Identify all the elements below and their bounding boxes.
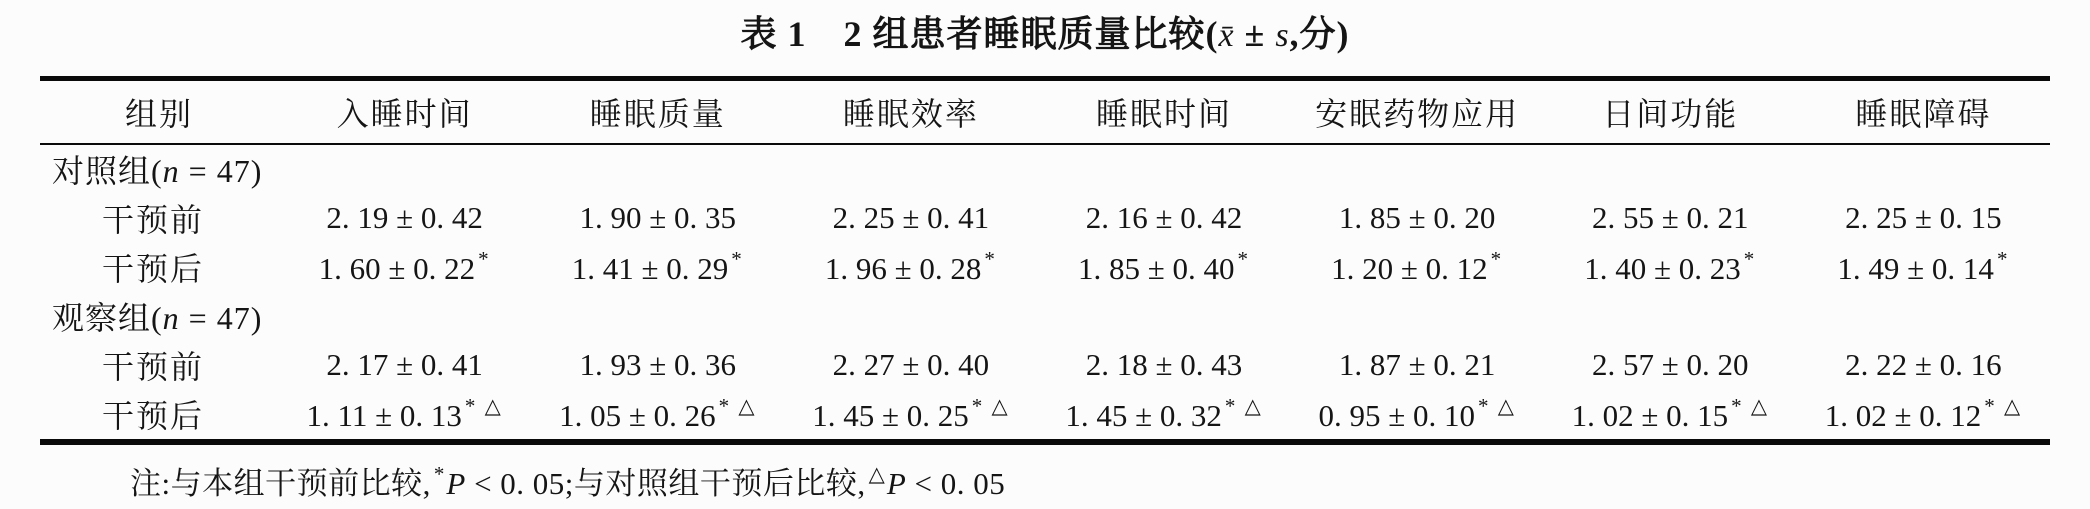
mean-sd-value: 1. 90 ± 0. 35 [579, 200, 737, 235]
value-cell [1037, 341, 1290, 390]
phase-label: 干预后 [102, 398, 205, 434]
mean-sd-value: 1. 60 ± 0. 22 [318, 251, 476, 286]
value-cell [278, 243, 531, 292]
value-cell [1544, 194, 1797, 243]
mean-sd-value: 1. 85 ± 0. 20 [1338, 200, 1496, 235]
value-cell [1291, 243, 1544, 292]
column-header-sleep-duration: 睡眠时间 [1037, 79, 1290, 144]
mean-sd-value: 1. 05 ± 0. 26 [559, 398, 716, 433]
mean-sd-value: 2. 25 ± 0. 15 [1845, 200, 2002, 235]
significance-marker: * △ [1984, 394, 2023, 418]
mean-sd-value: 1. 20 ± 0. 12 [1331, 251, 1488, 286]
value-cell [1037, 194, 1290, 243]
column-header-sleep-disturbance: 睡眠障碍 [1797, 79, 2050, 144]
mean-sd-value: 2. 25 ± 0. 41 [832, 200, 990, 235]
value-cell [784, 243, 1037, 292]
data-row [40, 390, 2050, 442]
significance-marker: * △ [718, 394, 757, 418]
mean-sd-value: 1. 49 ± 0. 14 [1837, 251, 1994, 286]
mean-sd-value: 1. 40 ± 0. 23 [1584, 251, 1741, 286]
value-cell [784, 341, 1037, 390]
value-cell [1544, 243, 1797, 292]
p-value-symbol-1: P [446, 466, 466, 501]
value-cell [1797, 390, 2050, 442]
group-label: 观察组(n = 47) [52, 300, 263, 336]
mean-sd-value: 1. 45 ± 0. 32 [1065, 398, 1222, 433]
column-header-sleep-efficiency: 睡眠效率 [784, 79, 1037, 144]
sleep-quality-table [40, 76, 2050, 445]
triangle-marker: △ [868, 462, 887, 486]
p-value-threshold-1: < 0. 05; [465, 466, 574, 501]
mean-sd-value: 2. 17 ± 0. 41 [326, 347, 483, 382]
phase-label: 干预前 [102, 202, 205, 238]
value-cell [1037, 390, 1290, 442]
significance-marker: * [478, 247, 491, 271]
value-cell [531, 390, 784, 442]
table-title-unit: ,分) [1289, 14, 1350, 54]
significance-marker: * △ [464, 394, 503, 418]
value-cell [531, 194, 784, 243]
sample-size-symbol: n [162, 300, 180, 336]
mean-sd-value: 1. 41 ± 0. 29 [571, 251, 729, 286]
value-cell [1037, 243, 1290, 292]
mean-sd-value: 1. 02 ± 0. 12 [1824, 398, 1982, 433]
column-header-daytime-function: 日间功能 [1544, 79, 1797, 144]
mean-sd-value: 1. 11 ± 0. 13 [306, 398, 462, 433]
significance-marker: * [984, 247, 997, 271]
column-header-hypnotic-use: 安眠药物应用 [1291, 79, 1544, 144]
value-cell [784, 194, 1037, 243]
value-cell [1797, 243, 2050, 292]
data-row [40, 341, 2050, 390]
value-cell [1291, 390, 1544, 442]
column-header-group: 组别 [40, 79, 278, 144]
mean-sd-value: 1. 96 ± 0. 28 [824, 251, 982, 286]
value-cell [278, 194, 531, 243]
mean-sd-value: 2. 55 ± 0. 21 [1592, 200, 1749, 235]
significance-marker: * △ [1224, 394, 1263, 418]
mean-sd-value: 2. 27 ± 0. 40 [832, 347, 990, 382]
value-cell [1291, 194, 1544, 243]
significance-marker: * [731, 247, 744, 271]
mean-sd-value: 2. 16 ± 0. 42 [1085, 200, 1243, 235]
data-row [40, 194, 2050, 243]
p-value-symbol-2: P [886, 466, 907, 501]
xbar-symbol: x̄ [1218, 17, 1235, 54]
value-cell [278, 390, 531, 442]
significance-marker: * [1490, 247, 1504, 271]
value-cell [1544, 390, 1797, 442]
phase-label: 干预前 [102, 349, 205, 385]
group-row [40, 144, 2050, 194]
phase-label: 干预后 [102, 251, 205, 287]
mean-sd-value: 1. 02 ± 0. 15 [1571, 398, 1729, 433]
mean-sd-value: 1. 87 ± 0. 21 [1338, 347, 1496, 382]
mean-sd-value: 2. 18 ± 0. 43 [1085, 347, 1243, 382]
table-title [0, 6, 2090, 57]
table-footnote [130, 458, 1005, 503]
header-row [40, 79, 2050, 144]
value-cell [1797, 194, 2050, 243]
significance-marker: * △ [1477, 394, 1516, 418]
value-cell [531, 341, 784, 390]
mean-sd-value: 0. 95 ± 0. 10 [1318, 398, 1475, 433]
group-row [40, 292, 2050, 341]
mean-sd-value: 1. 45 ± 0. 25 [812, 398, 969, 433]
footnote-text-2: 与对照组干预后比较, [573, 466, 866, 501]
mean-sd-value: 2. 19 ± 0. 42 [326, 200, 483, 235]
column-header-sleep-quality: 睡眠质量 [531, 79, 784, 144]
group-label: 对照组(n = 47) [52, 153, 263, 189]
sd-symbol: s [1275, 17, 1290, 54]
mean-sd-value: 1. 85 ± 0. 40 [1078, 251, 1235, 286]
column-header-sleep-latency: 入睡时间 [278, 79, 531, 144]
footnote-text-1: 注:与本组干预前比较, [130, 466, 431, 501]
mean-sd-value: 1. 93 ± 0. 36 [579, 347, 737, 382]
value-cell [1797, 341, 2050, 390]
value-cell [784, 390, 1037, 442]
mean-sd-value: 2. 57 ± 0. 20 [1592, 347, 1749, 382]
p-value-threshold-2: < 0. 05 [906, 466, 1006, 501]
plus-minus-symbol: ± [1234, 14, 1276, 54]
asterisk-marker: * [433, 462, 447, 486]
significance-marker: * [1237, 247, 1251, 271]
mean-sd-value: 2. 22 ± 0. 16 [1845, 347, 2002, 382]
value-cell [278, 341, 531, 390]
value-cell [1291, 341, 1544, 390]
significance-marker: * [1743, 247, 1757, 271]
significance-marker: * [1996, 247, 2010, 271]
value-cell [531, 243, 784, 292]
significance-marker: * △ [1731, 394, 1769, 418]
data-row [40, 243, 2050, 292]
value-cell [1544, 341, 1797, 390]
sample-size-symbol: n [162, 153, 180, 189]
table-title-text: 表 1 2 组患者睡眠质量比较( [740, 14, 1219, 54]
significance-marker: * △ [971, 394, 1010, 418]
